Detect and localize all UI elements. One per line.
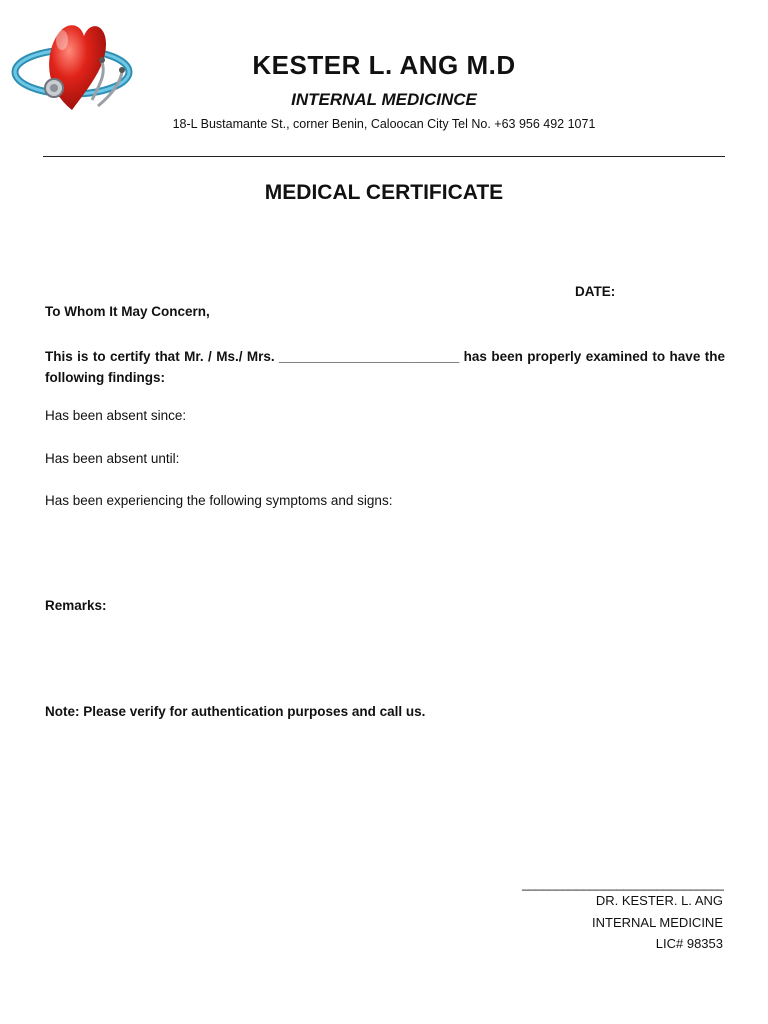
specialty-subheading: INTERNAL MEDICINCE <box>291 90 477 109</box>
signatory-name: DR. KESTER. L. ANG <box>595 893 723 908</box>
salutation: To Whom It May Concern, <box>45 304 210 319</box>
date-label: DATE: <box>575 284 616 299</box>
signature-line: ______________________________ <box>522 876 724 891</box>
verification-note: Note: Please verify for authentication purposes and call us. <box>45 704 426 719</box>
remarks-label: Remarks: <box>45 598 107 613</box>
symptoms-label: Has been experiencing the following symptoms and signs: <box>45 493 393 508</box>
doctor-name-heading: KESTER L. ANG M.D <box>252 50 516 80</box>
absent-until-label: Has been absent until: <box>45 451 180 466</box>
signatory-specialty: INTERNAL MEDICINE <box>592 915 723 930</box>
certify-statement: This is to certify that Mr. / Ms./ Mrs. ________________________ has been properly examined to have the following findings: <box>45 349 725 385</box>
clinic-address: 18-L Bustamante St., corner Benin, Caloocan City Tel No. +63 956 492 1071 <box>172 117 596 131</box>
license-number: LIC# 98353 <box>655 936 723 951</box>
header-divider <box>43 156 725 157</box>
certificate-title: MEDICAL CERTIFICATE <box>264 181 504 204</box>
absent-since-label: Has been absent since: <box>45 408 187 423</box>
